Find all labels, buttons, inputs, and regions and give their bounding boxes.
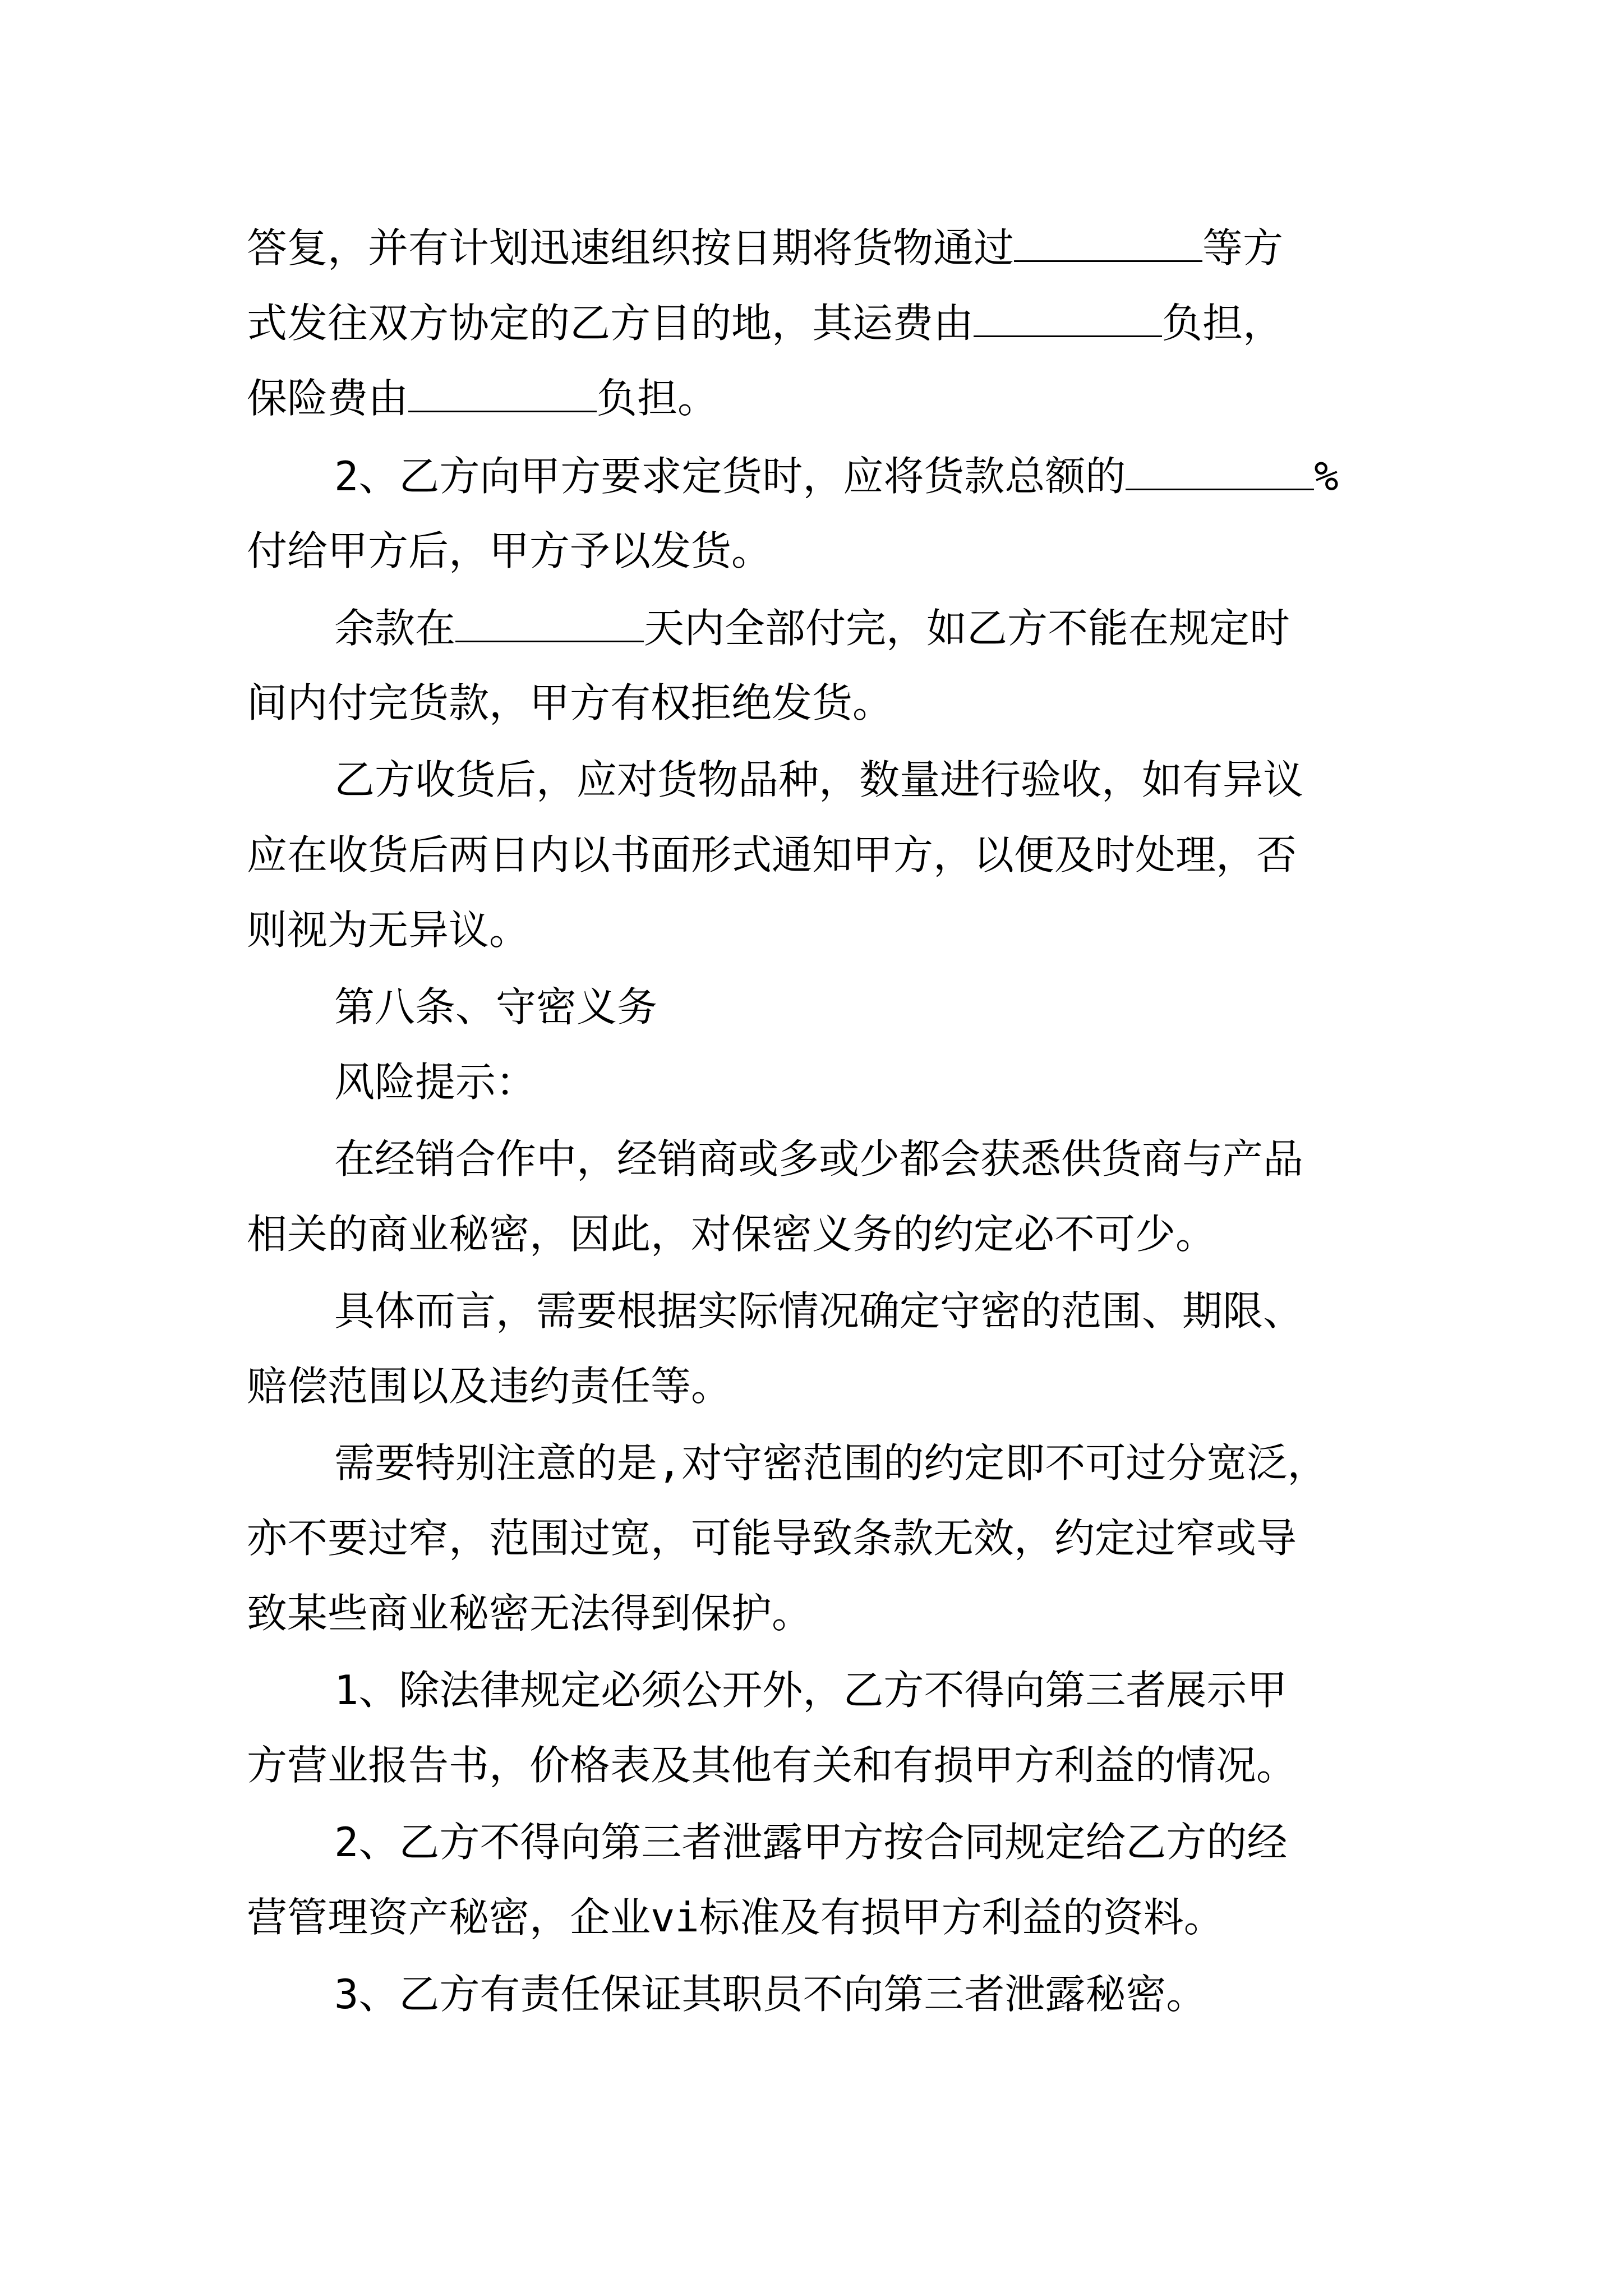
fill-in-blank <box>1014 227 1202 262</box>
text-line <box>247 527 772 574</box>
text-segment: 在经销合作中，经销商或多或少都会获悉供货商与产品 <box>334 1135 1304 1182</box>
text-line <box>247 1742 1297 1789</box>
text-line <box>334 1439 1328 1487</box>
text-line <box>334 1059 537 1106</box>
text-line <box>334 1667 1288 1714</box>
text-segment: 3、乙方有责任保证其职员不向第三者泄露秘密。 <box>334 1971 1207 2018</box>
text-segment: 营管理资产秘密，企业vi标准及有损甲方利益的资料。 <box>247 1894 1224 1941</box>
text-segment: 需要特别注意的是,对守密范围的约定即不可过分宽泛， <box>334 1439 1328 1487</box>
text-line <box>334 604 1290 652</box>
text-segment: 赔偿范围以及违约责任等。 <box>247 1363 732 1410</box>
text-line <box>247 1894 1224 1941</box>
text-line <box>247 679 893 726</box>
text-line <box>247 224 1284 272</box>
text-line <box>247 1590 813 1637</box>
text-segment: 1、除法律规定必须公开外，乙方不得向第三者展示甲 <box>334 1667 1288 1714</box>
text-line <box>334 1287 1304 1335</box>
text-segment: 式发往双方协定的乙方目的地，其运费由 <box>247 299 974 347</box>
text-segment: 间内付完货款，甲方有权拒绝发货。 <box>247 679 893 726</box>
text-segment: 风险提示： <box>334 1059 537 1106</box>
text-segment: 具体而言，需要根据实际情况确定守密的范围、期限、 <box>334 1287 1304 1335</box>
fill-in-blank <box>1126 455 1314 490</box>
text-segment: 应在收货后两日内以书面形式通知甲方，以便及时处理，否 <box>247 831 1297 878</box>
fill-in-blank <box>455 608 644 642</box>
text-segment: 则视为无异议。 <box>247 907 530 954</box>
text-segment: 致某些商业秘密无法得到保护。 <box>247 1590 813 1637</box>
section-heading <box>334 983 658 1030</box>
text-line <box>334 1135 1304 1182</box>
text-line <box>247 1363 732 1410</box>
text-segment: 第八条、守密义务 <box>334 983 658 1030</box>
text-segment: 负担， <box>1162 299 1284 347</box>
text-segment: 负担。 <box>597 374 718 422</box>
text-line <box>334 756 1304 803</box>
fill-in-blank <box>408 378 597 412</box>
text-segment: 方营业报告书，价格表及其他有关和有损甲方利益的情况。 <box>247 1742 1297 1789</box>
text-line <box>247 374 718 422</box>
text-segment: 余款在 <box>334 604 456 652</box>
text-segment: 付给甲方后，甲方予以发货。 <box>247 527 772 574</box>
text-segment: 天内全部付完，如乙方不能在规定时 <box>644 604 1290 652</box>
text-line <box>247 1211 1216 1258</box>
text-segment: 相关的商业秘密，因此，对保密义务的约定必不可少。 <box>247 1211 1216 1258</box>
text-segment: 保险费由 <box>247 374 409 422</box>
text-segment: % <box>1314 452 1339 500</box>
fill-in-blank <box>974 302 1162 337</box>
text-line <box>334 1971 1207 2018</box>
text-segment: 答复，并有计划迅速组织按日期将货物通过 <box>247 224 1015 272</box>
text-segment: 亦不要过窄，范围过宽，可能导致条款无效，约定过窄或导 <box>247 1515 1297 1562</box>
text-segment: 2、乙方向甲方要求定货时，应将货款总额的 <box>334 452 1126 500</box>
text-line <box>247 831 1297 878</box>
text-line <box>247 907 530 954</box>
text-segment: 等方 <box>1202 224 1284 272</box>
text-line <box>334 452 1339 500</box>
text-line <box>334 1819 1288 1866</box>
text-line <box>247 1515 1297 1562</box>
text-segment: 2、乙方不得向第三者泄露甲方按合同规定给乙方的经 <box>334 1819 1288 1866</box>
text-segment: 乙方收货后，应对货物品种，数量进行验收，如有异议 <box>334 756 1304 803</box>
text-line <box>247 299 1284 347</box>
